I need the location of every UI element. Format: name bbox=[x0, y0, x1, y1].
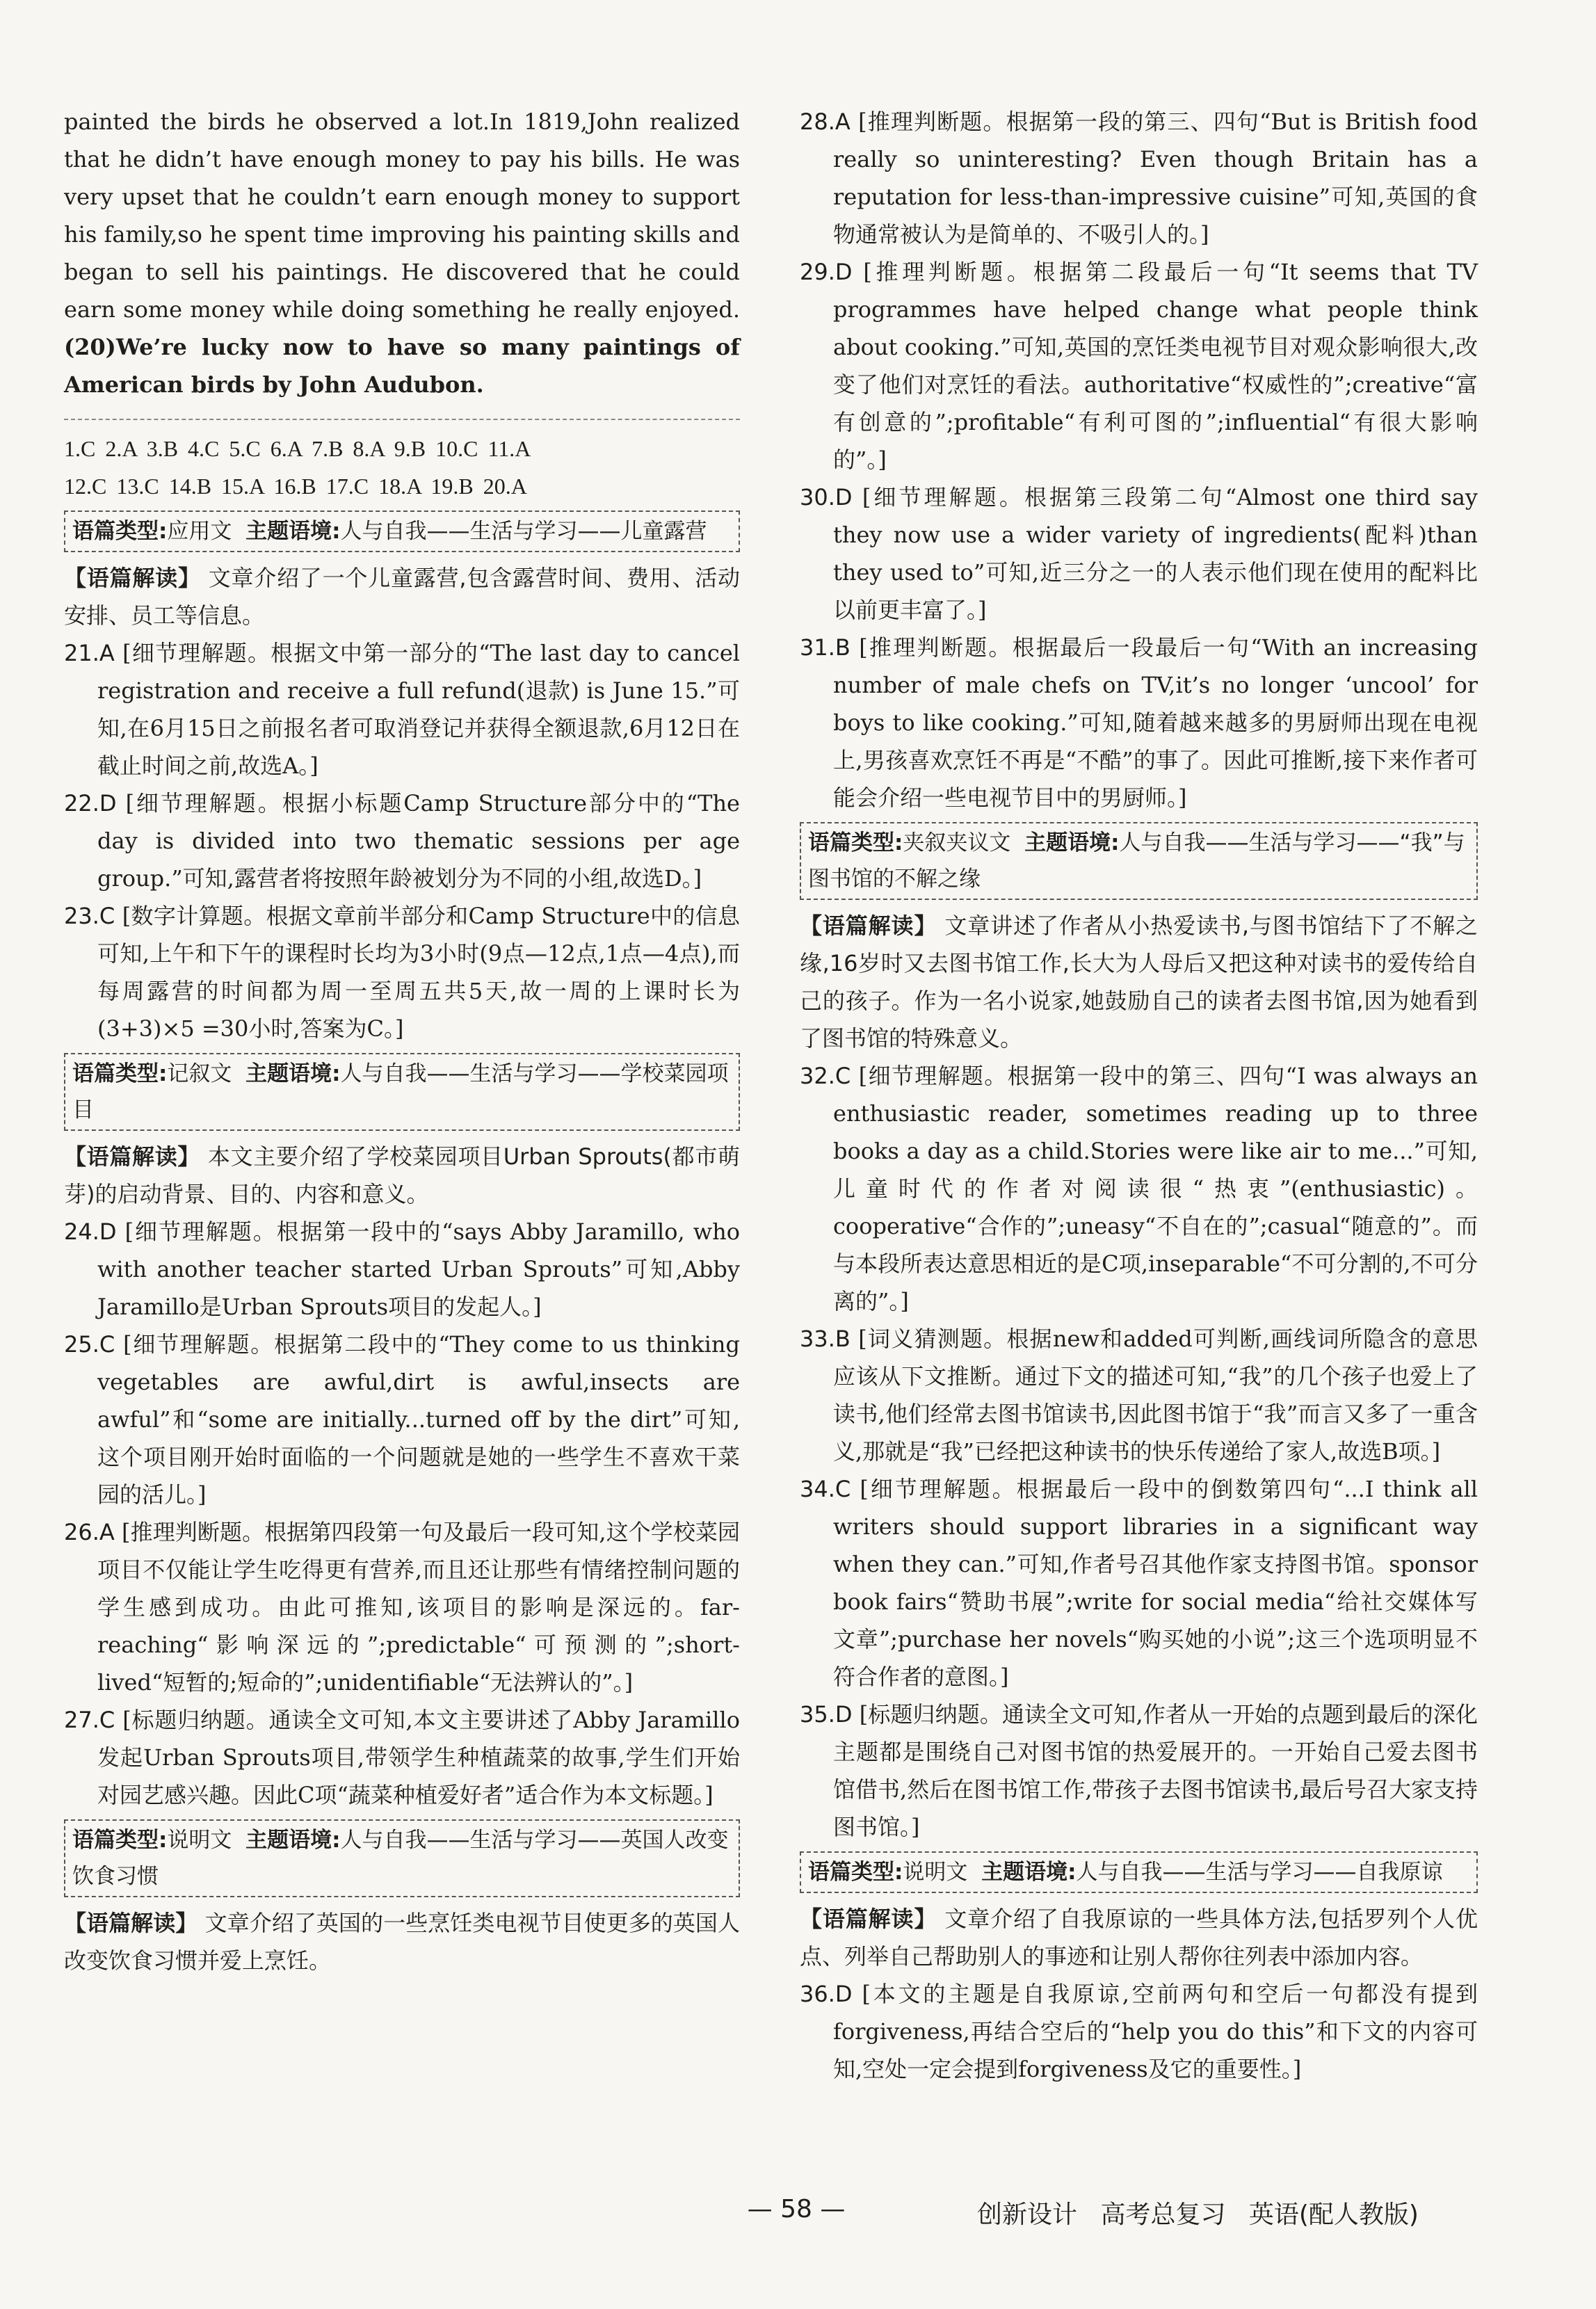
passage-analysis: 【语篇解读】 文章介绍了英国的一些烹饪类电视节目使更多的英国人改变饮食习惯并爱上烹饪。 bbox=[64, 1910, 740, 1974]
passage-info-box: 语篇类型:夹叙夹议文 主题语境:人与自我——生活与学习——“我”与图书馆的不解之缘 bbox=[800, 822, 1478, 900]
highlighted-sentence: (20)We’re lucky now to have so many paintings of American birds by John Audubon. bbox=[64, 334, 740, 398]
cloze-answer-key bbox=[64, 419, 740, 505]
answer-explanation: 31.B [推理判断题。根据最后一段最后一句“With an increasing number of male chefs on TV,it’s no longer ‘uncool’ for boys to like cooking.”可知,随着越来越多的男厨师出现在电视上,男孩喜欢烹饪不再是“不酷”的事了。因此可推断,接下来作者可能会介绍一些电视节目中的男厨师。] bbox=[800, 634, 1478, 811]
passage-info-box: 语篇类型:说明文 主题语境:人与自我——生活与学习——自我原谅 bbox=[800, 1851, 1478, 1893]
passage-analysis: 【语篇解读】 文章介绍了自我原谅的一些具体方法,包括罗列个人优点、列举自己帮助别人的事迹和让别人帮你往列表中添加内容。 bbox=[800, 1906, 1478, 1970]
answer-row: 1.C 2.A 3.B 4.C 5.C 6.A 7.B 8.A 9.B 10.C 11.A bbox=[64, 436, 531, 461]
answer-explanation: 21.A [细节理解题。根据文中第一部分的“The last day to cancel registration and receive a full refund(退款) is June 15.”可知,在6月15日之前报名者可取消登记并获得全额退款,6月12日在截止时间之前,故选A。] bbox=[64, 640, 740, 779]
passage-analysis: 【语篇解读】 文章介绍了一个儿童露营,包含露营时间、费用、活动安排、员工等信息。 bbox=[64, 565, 740, 629]
passage-ending: painted the birds he observed a lot.In 1819,John realized that he didn’t have enough money to pay his bills. He was very upset that he couldn’t earn enough money to support his family,so he spent time improving his painting skills and began to sell his paintings. He discovered that he could earn some money while doing something he really enjoyed. (20)We’re lucky now to have so many paintings of American birds by John Audubon. bbox=[64, 108, 740, 398]
passage-info-box: 语篇类型:记叙文 主题语境:人与自我——生活与学习——学校菜园项目 bbox=[64, 1053, 740, 1131]
answer-explanation: 36.D [本文的主题是自我原谅,空前两句和空后一句都没有提到forgiveness,再结合空后的“help you do this”和下文的内容可知,空处一定会提到forgiveness及它的重要性。] bbox=[800, 1981, 1478, 2082]
answer-explanation: 34.C [细节理解题。根据最后一段中的倒数第四句“...I think all writers should support libraries in a significant way when they can.”可知,作者号召其他作家支持图书馆。sponsor book fairs“赞助书展”;write for social media“给社交媒体写文章”;purchase her novels“购买她的小说”;这三个选项明显不符合作者的意图。] bbox=[800, 1476, 1478, 1690]
answer-explanation: 32.C [细节理解题。根据第一段中的第三、四句“I was always an enthusiastic reader, sometimes reading up to three books a day as a child.Stories were like air to me...”可知,儿童时代的作者对阅读很“热衷”(enthusiastic)。cooperative“合作的”;uneasy“不自在的”;casual“随意的”。而与本段所表达意思相近的是C项,inseparable“不可分割的,不可分离的”。] bbox=[800, 1063, 1478, 1314]
left-column bbox=[64, 103, 740, 1979]
answer-explanation: 33.B [词义猜测题。根据new和added可判断,画线词所隐含的意思应该从下文推断。通过下文的描述可知,“我”的几个孩子也爱上了读书,他们经常去图书馆读书,因此图书馆于“我”而言又多了一重含义,那就是“我”已经把这种读书的快乐传递给了家人,故选B项。] bbox=[800, 1326, 1478, 1465]
right-column bbox=[800, 103, 1478, 2088]
answer-explanation: 27.C [标题归纳题。通读全文可知,本文主要讲述了Abby Jaramillo发起Urban Sprouts项目,带领学生种植蔬菜的故事,学生们开始对园艺感兴趣。因此C项“蔬菜种植爱好者”适合作为本文标题。] bbox=[64, 1707, 740, 1808]
answer-row: 12.C 13.C 14.B 15.A 16.B 17.C 18.A 19.B 20.A bbox=[64, 474, 527, 499]
answer-explanation: 29.D [推理判断题。根据第二段最后一句“It seems that TV programmes have helped change what people think about cooking.”可知,英国的烹饪类电视节目对观众影响很大,改变了他们对烹饪的看法。authoritative“权威性的”;creative“富有创意的”;profitable“有利可图的”;influential“有很大影响的”。] bbox=[800, 259, 1478, 473]
answer-explanation: 23.C [数字计算题。根据文章前半部分和Camp Structure中的信息可知,上午和下午的课程时长均为3小时(9点—12点,1点—4点),而每周露营的时间都为周一至周五共5天,故一周的上课时长为(3+3)×5 =30小时,答案为C。] bbox=[64, 903, 740, 1042]
answer-explanation: 28.A [推理判断题。根据第一段的第三、四句“But is British food really so uninteresting? Even though Britain has a reputation for less-than-impressive cuisine”可知,英国的食物通常被认为是简单的、不吸引人的。] bbox=[800, 108, 1478, 248]
answer-explanation: 25.C [细节理解题。根据第二段中的“They come to us thinking vegetables are awful,dirt is awful,insects are awful”和“some are initially...turned off by the dirt”可知,这个项目刚开始时面临的一个问题就是她的一些学生不喜欢干菜园的活儿。] bbox=[64, 1331, 740, 1508]
answer-explanation: 26.A [推理判断题。根据第四段第一句及最后一段可知,这个学校菜园项目不仅能让学生吃得更有营养,而且还让那些有情绪控制问题的学生感到成功。由此可推知,该项目的影响是深远的。far-reaching“影响深远的”;predictable“可预测的”;short-lived“短暂的;短命的”;unidentifiable“无法辨认的”。] bbox=[64, 1519, 740, 1696]
answer-explanation: 35.D [标题归纳题。通读全文可知,作者从一开始的点题到最后的深化主题都是围绕自己对图书馆的热爱展开的。一开始自己爱去图书馆借书,然后在图书馆工作,带孩子去图书馆读书,最后号召大家支持图书馆。] bbox=[800, 1701, 1478, 1840]
passage-analysis: 【语篇解读】 本文主要介绍了学校菜园项目Urban Sprouts(都市萌芽)的启动背景、目的、内容和意义。 bbox=[64, 1143, 740, 1207]
answer-explanation: 30.D [细节理解题。根据第三段第二句“Almost one third say they now use a wider variety of ingredients(配料)than they used to”可知,近三分之一的人表示他们现在使用的配料比以前更丰富了。] bbox=[800, 484, 1478, 623]
answer-explanation: 24.D [细节理解题。根据第一段中的“says Abby Jaramillo, who with another teacher started Urban Sprouts”可知,Abby Jaramillo是Urban Sprouts项目的发起人。] bbox=[64, 1218, 740, 1320]
answer-explanation: 22.D [细节理解题。根据小标题Camp Structure部分中的“The day is divided into two thematic sessions per age group.”可知,露营者将按照年龄被划分为不同的小组,故选D。] bbox=[64, 790, 740, 892]
page-footer bbox=[0, 2195, 1596, 2237]
passage-info-box: 语篇类型:应用文 主题语境:人与自我——生活与学习——儿童露营 bbox=[64, 510, 740, 552]
passage-info-box: 语篇类型:说明文 主题语境:人与自我——生活与学习——英国人改变饮食习惯 bbox=[64, 1819, 740, 1897]
passage-analysis: 【语篇解读】 文章讲述了作者从小热爱读书,与图书馆结下了不解之缘,16岁时又去图书馆工作,长大为人母后又把这种对读书的爱传给自己的孩子。作为一名小说家,她鼓励自己的读者去图书馆,因为她看到了图书馆的特殊意义。 bbox=[800, 912, 1478, 1052]
page-number: — 58 — bbox=[747, 2195, 846, 2223]
book-title: 创新设计 高考总复习 英语(配人教版) bbox=[977, 2201, 1419, 2229]
